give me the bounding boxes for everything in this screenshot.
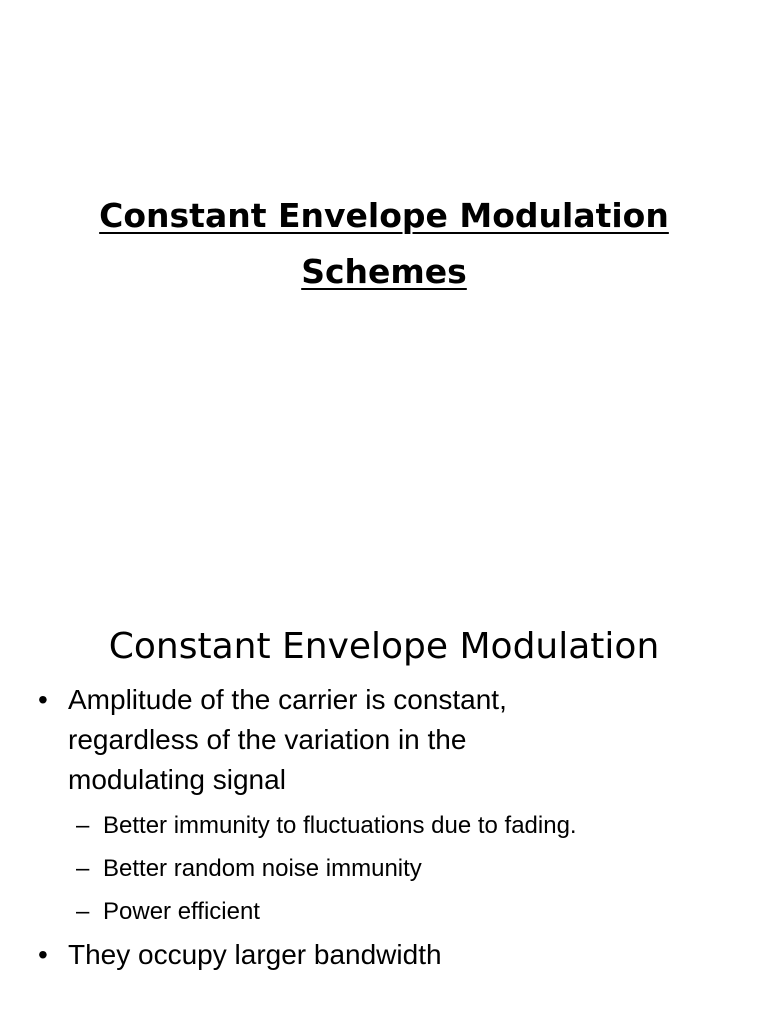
sub-bullet-list xyxy=(68,804,728,933)
bullet-item-bandwidth xyxy=(0,935,768,975)
bullet-text-line-1: Amplitude of the carrier is constant, xyxy=(68,684,507,715)
sub-bullet-item xyxy=(0,847,728,890)
bullet-text-line-2: regardless of the variation in the xyxy=(68,724,467,755)
sub-bullet-text: Power efficient xyxy=(103,898,260,925)
sub-bullet-marker: – xyxy=(76,855,90,882)
slide-1-title xyxy=(40,188,728,300)
sub-bullet-marker: – xyxy=(76,812,90,839)
bullet-marker: • xyxy=(38,684,48,715)
sub-bullet-text: Better random noise immunity xyxy=(103,855,422,882)
bullet-text: They occupy larger bandwidth xyxy=(68,939,442,970)
sub-bullet-marker: – xyxy=(76,898,90,925)
bullet-marker: • xyxy=(38,939,48,970)
sub-bullet-text: Better immunity to fluctuations due to fading. xyxy=(103,812,577,839)
slide-2 xyxy=(0,576,768,1024)
bullet-text-line-3: modulating signal xyxy=(68,764,286,795)
slide-1-title-line-1: Constant Envelope Modulation xyxy=(99,196,669,235)
sub-bullet-item xyxy=(0,890,728,933)
sub-bullet-item xyxy=(0,804,728,847)
bullet-list xyxy=(0,680,768,975)
slide-1-title-line-2: Schemes xyxy=(301,252,467,291)
slide-2-title: Constant Envelope Modulation xyxy=(108,626,660,667)
bullet-item-amplitude xyxy=(0,680,768,933)
